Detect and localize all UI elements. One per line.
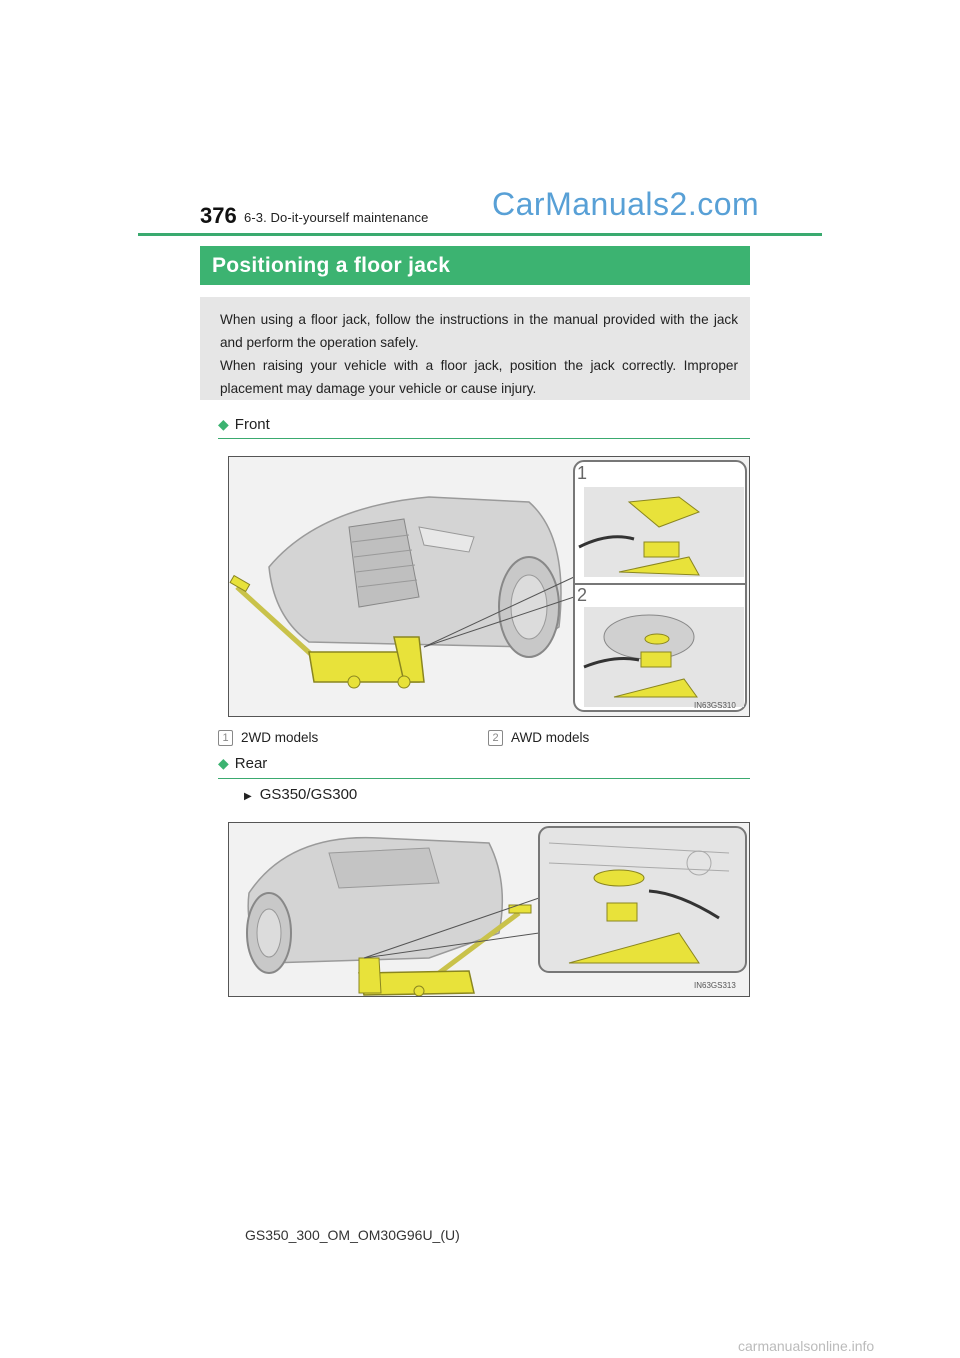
front-rule	[218, 438, 750, 439]
caption-number-1: 1	[218, 730, 233, 746]
watermark-logo: CarManuals2.com	[492, 186, 760, 222]
front-heading	[218, 416, 270, 433]
front-illustration	[229, 457, 749, 716]
diamond-icon: ◆	[218, 416, 229, 432]
page-number: 376	[200, 203, 237, 228]
callout-2: 2	[577, 585, 588, 605]
intro-paragraph-1: When using a floor jack, follow the instructions in the manual provided with the jack and perform the operation safely.	[220, 312, 738, 350]
rear-heading	[218, 755, 267, 772]
rear-rule	[218, 778, 750, 779]
header-rule	[138, 233, 822, 236]
intro-box	[200, 297, 750, 400]
diamond-icon: ◆	[218, 755, 229, 771]
watermark-footer: carmanualsonline.info	[738, 1338, 875, 1354]
caption-2wd	[218, 730, 318, 746]
section-label: 6-3. Do-it-yourself maintenance	[244, 210, 429, 225]
caption-label-2wd: 2WD models	[241, 730, 319, 745]
intro-paragraph-2: When raising your vehicle with a floor jack, position the jack correctly. Improper placement may damage your vehicle or cause injury.	[220, 358, 738, 396]
footer-code: GS350_300_OM_OM30G96U_(U)	[245, 1227, 460, 1243]
figure-code: IN63GS313	[694, 981, 736, 990]
caption-awd	[488, 730, 589, 746]
callout-1: 1	[577, 463, 588, 483]
triangle-bullet-icon: ▶	[244, 791, 252, 802]
rear-heading-label: Rear	[234, 755, 268, 772]
front-figure	[228, 456, 750, 717]
caption-number-2: 2	[488, 730, 503, 746]
model-bullet	[244, 786, 357, 803]
model-bullet-label: GS350/GS300	[259, 786, 358, 803]
caption-label-awd: AWD models	[511, 730, 590, 745]
front-heading-label: Front	[234, 416, 270, 433]
figure-code: IN63GS310	[694, 701, 736, 710]
rear-illustration	[229, 823, 749, 996]
rear-figure	[228, 822, 750, 997]
section-banner: Positioning a floor jack	[200, 246, 750, 285]
